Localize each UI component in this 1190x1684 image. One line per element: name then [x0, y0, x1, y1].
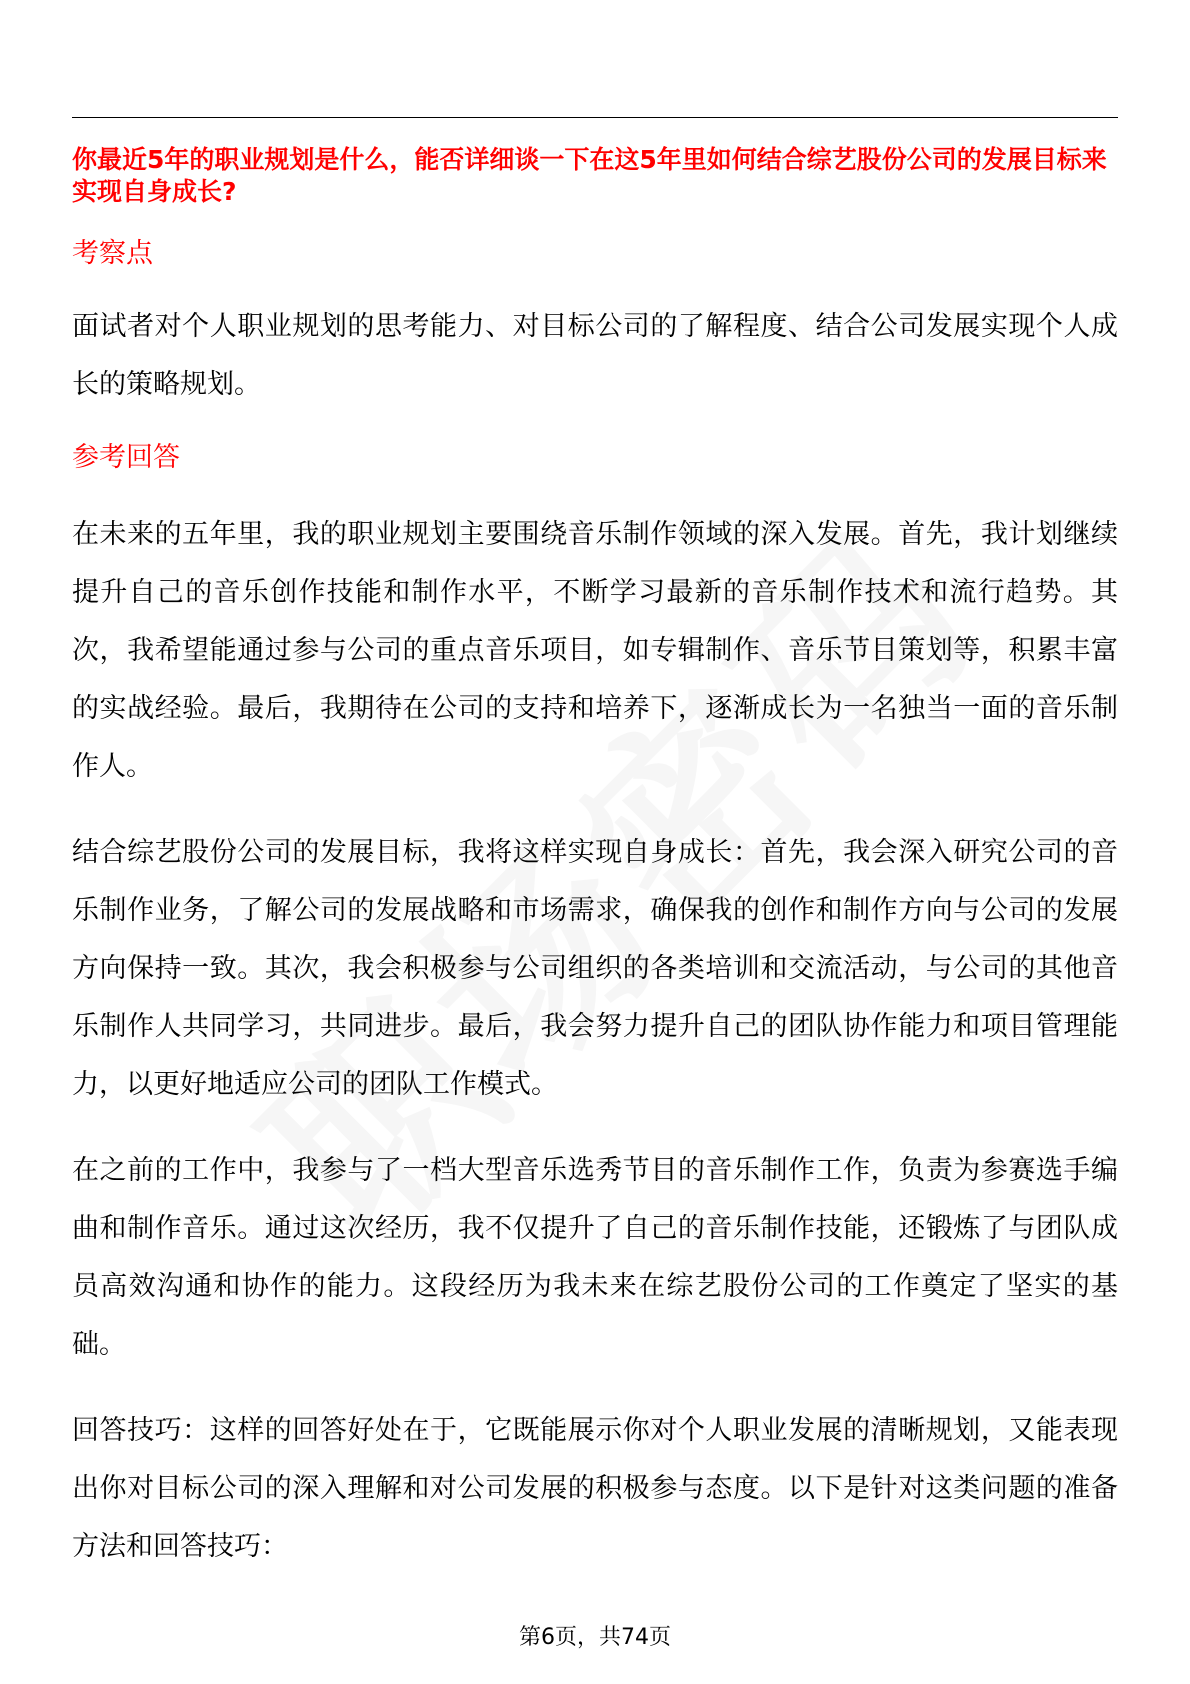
- answer-tips-paragraph: 回答技巧：这样的回答好处在于，它既能展示你对个人职业发展的清晰规划，又能表现出你对目标公司的深入理解和对公司发展的积极参与态度。以下是针对这类问题的准备方法和回答技巧：: [72, 1415, 1118, 1562]
- question-heading: 你最近5年的职业规划是什么，能否详细谈一下在这5年里如何结合综艺股份公司的发展目标来实现自身成长?: [72, 145, 1107, 206]
- answer-section-title: 参考回答: [72, 442, 180, 473]
- page-content: [72, 118, 1118, 1576]
- answer-paragraph-1: 在未来的五年里，我的职业规划主要围绕音乐制作领域的深入发展。首先，我计划继续提升自己的音乐创作技能和制作水平，不断学习最新的音乐制作技术和流行趋势。其次，我希望能通过参与公司的重点音乐项目，如专辑制作、音乐节目策划等，积累丰富的实战经验。最后，我期待在公司的支持和培养下，逐渐成长为一名独当一面的音乐制作人。: [72, 519, 1118, 782]
- page-number: 第6页，共74页: [519, 1625, 671, 1650]
- focus-text: 面试者对个人职业规划的思考能力、对目标公司的了解程度、结合公司发展实现个人成长的策略规划。: [72, 311, 1118, 400]
- answer-paragraph-3: 在之前的工作中，我参与了一档大型音乐选秀节目的音乐制作工作，负责为参赛选手编曲和制作音乐。通过这次经历，我不仅提升了自己的音乐制作技能，还锻炼了与团队成员高效沟通和协作的能力。这段经历为我未来在综艺股份公司的工作奠定了坚实的基础。: [72, 1155, 1118, 1360]
- answer-paragraph-2: 结合综艺股份公司的发展目标，我将这样实现自身成长：首先，我会深入研究公司的音乐制作业务，了解公司的发展战略和市场需求，确保我的创作和制作方向与公司的发展方向保持一致。其次，我会积极参与公司组织的各类培训和交流活动，与公司的其他音乐制作人共同学习，共同进步。最后，我会努力提升自己的团队协作能力和项目管理能力，以更好地适应公司的团队工作模式。: [72, 837, 1118, 1100]
- focus-section-title: 考察点: [72, 238, 153, 269]
